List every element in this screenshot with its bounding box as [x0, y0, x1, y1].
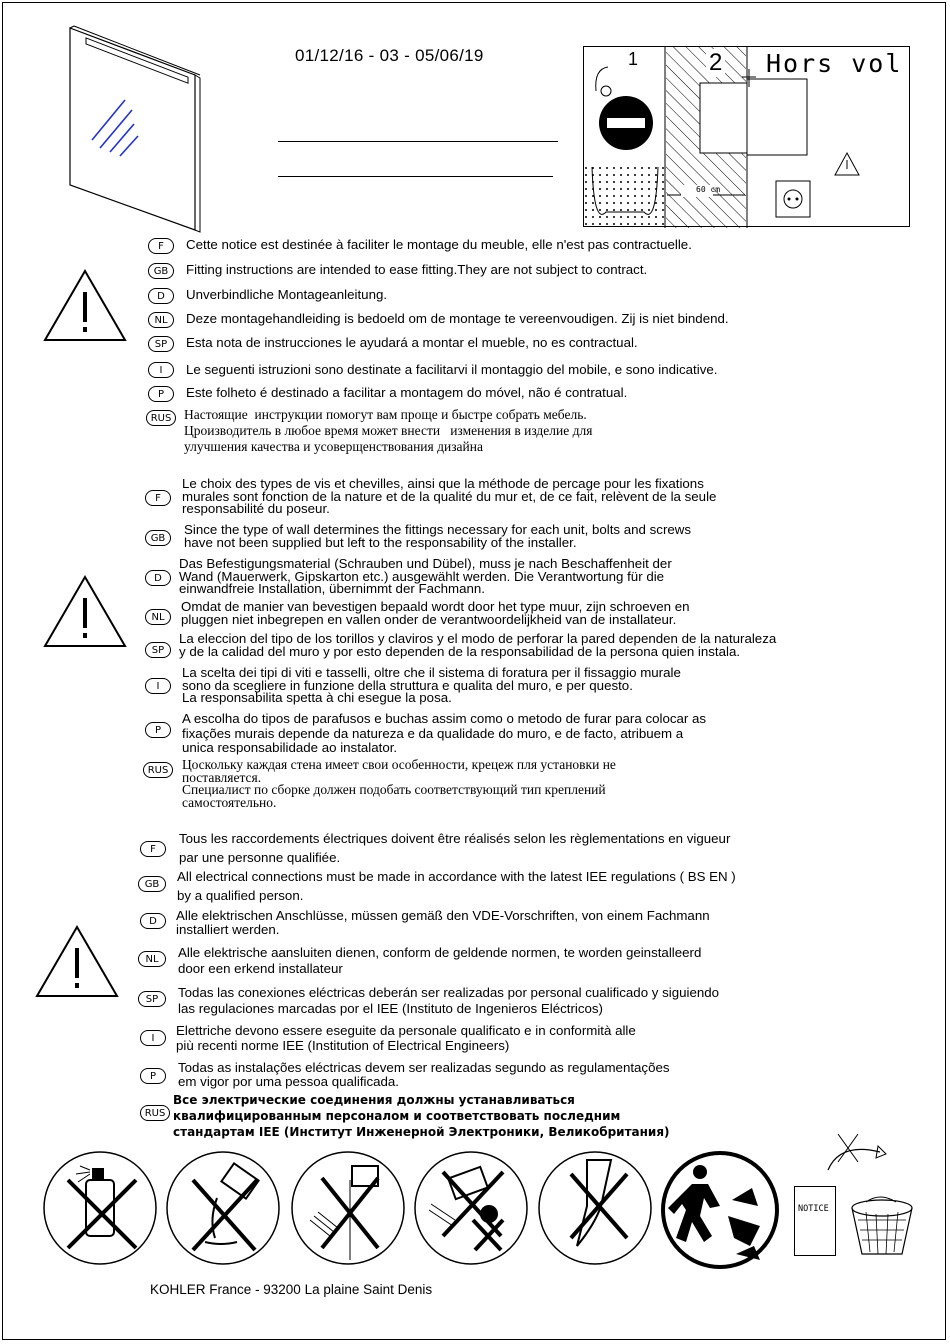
lang-badge-rus: RUS: [140, 1105, 170, 1121]
lang-badge-nl: NL: [138, 951, 166, 967]
notice-text: Elettriche devono essere eseguite da personale qualificato e in conformità alle più recenti norme IEE (Institution of Electrical Engineers): [176, 1023, 636, 1053]
zone2-label: 2: [706, 49, 725, 77]
notice-text: La scelta dei tipi di viti e tasselli, oltre che il sistema di foratura per il fissaggio murale sono da scegliere in funzione della struttura e qualita del muro, e per questo. La responsabilita spetta à chi esegue la posa.: [182, 665, 681, 705]
lang-badge-f: F: [140, 841, 166, 857]
blank-line-2: [278, 176, 553, 177]
warning-icon: [42, 574, 128, 650]
lang-badge-p: P: [140, 1068, 166, 1084]
hors-vol-label: Hors vol: [766, 49, 903, 78]
notice-text: Tous les raccordements électriques doivent être réalisés selon les règlementations en vigueur par une personne qualifiée.: [179, 831, 731, 865]
recycle-bin-icon: [820, 1132, 920, 1264]
triman-recycling-icon: [660, 1150, 780, 1270]
notice-text: Das Befestigungsmaterial (Schrauben und Dübel), muss je nach Beschaffenheit der Wand (Mauerwerk, Gipskarton etc.) ausgewählt werden. Die Verantwortung für die einwandfreie Installation, übernimmt der Fachmann.: [179, 556, 672, 596]
lang-badge-rus: RUS: [143, 762, 173, 778]
notice-text: Все электрические соединения должны устанавливаться квалифицированным персоналом и соответствовать последним стандартам IEE (Институт Инженерной Электроники, Великобритания): [173, 1093, 670, 1139]
notice-text: Todas las conexiones eléctricas deberán ser realizadas por personal cualificado y siguiendo las regulaciones marcadas por el IEE (Instituto de Ingenieros Eléctricos): [178, 985, 720, 1016]
zone1-label: 1: [628, 49, 639, 69]
notice-label: NOTICE: [798, 1204, 829, 1214]
notice-text: La eleccion del tipo de los torillos y claviros y el modo de perforar la pared dependen de la naturaleza y de la calidad del muro y por esto dependen de la responsabilidad de la persona quien instala.: [179, 631, 777, 659]
mirror-illustration: [60, 20, 210, 230]
lang-badge-p: P: [145, 722, 171, 738]
lang-badge-d: D: [148, 288, 174, 304]
distance-label: 60 cm: [696, 185, 721, 194]
lang-badge-i: I: [145, 678, 171, 694]
lang-badge-nl: NL: [145, 609, 171, 625]
lang-badge-f: F: [148, 238, 174, 254]
lang-badge-i: I: [148, 362, 174, 378]
notice-text: All electrical connections must be made in accordance with the latest IEE regulations ( BS EN ) by a qualified person.: [177, 869, 736, 903]
lang-badge-gb: GB: [148, 263, 174, 279]
notice-text: Le choix des types de vis et chevilles, ainsi que la méthode de percage pour les fixations murales sont fonction de la nature et de la qualité du mur et, de ce fait, relèvent de la seule responsabilité du poseur.: [182, 476, 717, 516]
lang-badge-d: D: [140, 913, 166, 929]
lang-badge-sp: SP: [138, 991, 166, 1007]
notice-text: Unverbindliche Montageanleitung.: [186, 287, 388, 302]
warning-icon: [34, 924, 120, 1000]
notice-text: Fitting instructions are intended to ease fitting.They are not subject to contract.: [186, 262, 648, 277]
lang-badge-d: D: [145, 570, 171, 586]
no-abrasive-liquid-icon: [165, 1150, 281, 1266]
notice-text: Le seguenti istruzioni sono destinate a facilitarvi il montaggio del mobile, e sono indicative.: [186, 362, 718, 377]
warning-icon: [42, 268, 128, 344]
notice-text: Todas as instalações eléctricas devem ser realizadas segundo as regulamentações em vigor por uma pessoa qualificada.: [178, 1060, 670, 1089]
lang-badge-p: P: [148, 386, 174, 402]
lang-badge-sp: SP: [145, 642, 171, 658]
lang-badge-nl: NL: [148, 312, 174, 328]
lang-badge-gb: GB: [138, 876, 166, 892]
notice-text: Alle elektrische aansluiten dienen, conform de geldende normen, te worden geinstalleerd door een erkend installateur: [178, 945, 702, 976]
notice-text: Цоскольку каждая стена имеет свои особенности, крецеж пля установки не поставляется. Специалист по сборке должен подобать соответствующий тип креплений самостоятельно.: [182, 757, 616, 810]
notice-text: Omdat de manier van bevestigen bepaald wordt door het type muur, zijn schroeven en pluggen niet inbegrepen en vallen onder de verantwoordelijkheid van de installateur.: [181, 599, 690, 627]
lang-badge-gb: GB: [145, 530, 171, 546]
no-solvent-icon: [537, 1150, 653, 1266]
notice-text: Cette notice est destinée à faciliter le montage du meuble, elle n'est pas contractuelle.: [186, 237, 692, 252]
lang-badge-rus: RUS: [146, 410, 176, 426]
notice-text: A escolha do tipos de parafusos e buchas assim como o metodo de furar para colocar as fixações murais depende da natureza e da qualidade do muro, e de facto, atribuem a unica responsabilidade ao instalator.: [182, 711, 707, 755]
notice-text: Deze montagehandleiding is bedoeld om de montage te vereenvoudigen. Zij is niet bindend.: [186, 311, 729, 326]
installation-zone-panel: [583, 46, 910, 227]
notice-text: Настоящие инструкции помогут вам проще и быстре собрать мебель. Цроизводитель в любое время может внести изменения в изделие для улучшения качества и усоверщенствования дизайна: [184, 407, 593, 454]
no-scraper-icon: [290, 1150, 406, 1266]
notice-text: Since the type of wall determines the fittings necessary for each unit, bolts and screws have not been supplied but left to the responsability of the installer.: [184, 522, 692, 550]
lang-badge-f: F: [145, 490, 171, 506]
company-footer: KOHLER France - 93200 La plaine Saint Denis: [150, 1282, 433, 1297]
notice-text: Este folheto é destinado a facilitar a montagem do móvel, não é contratual.: [186, 385, 628, 400]
notice-text: Esta nota de instrucciones le ayudará a montar el mueble, no es contractual.: [186, 335, 638, 350]
no-sponge-scourer-icon: [413, 1150, 529, 1266]
notice-text: Alle elektrischen Anschlüsse, müssen gemäß den VDE-Vorschriften, von einem Fachmann installiert werden.: [176, 908, 710, 937]
lang-badge-i: I: [140, 1030, 166, 1046]
no-spray-cleaner-icon: [42, 1150, 158, 1266]
lang-badge-sp: SP: [148, 336, 174, 352]
blank-line-1: [278, 141, 558, 142]
date-code: 01/12/16 - 03 - 05/06/19: [295, 46, 484, 65]
